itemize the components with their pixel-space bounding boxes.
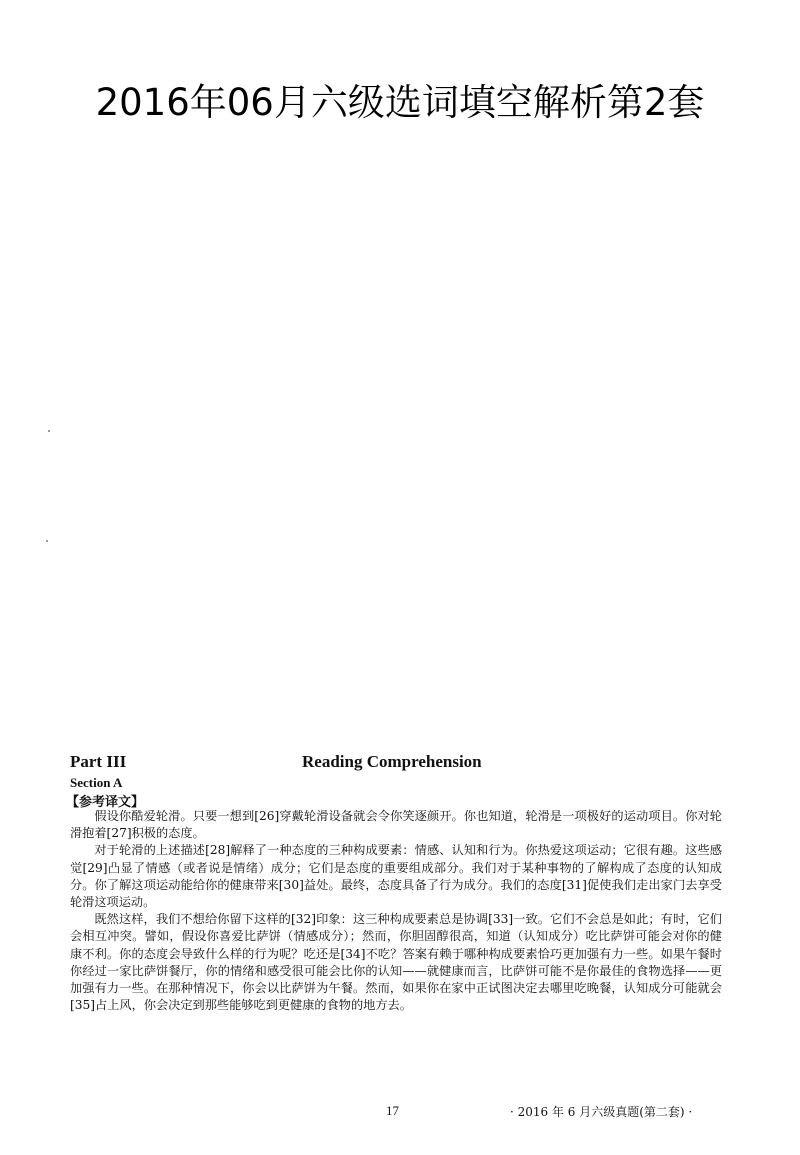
running-footer: · 2016 年 6 月六级真题(第二套) · [510, 1105, 693, 1119]
paragraph-2: 对于轮滑的上述描述[28]解释了一种态度的三种构成要素：情感、认知和行为。你热爱这项运动；它很有趣。这些感觉[29]凸显了情感（或者说是情绪）成分；它们是态度的重要组成部分。我们对于某种事物的了解构成了态度的认知成分。你了解这项运动能给你的健康带来[30]益处。最终，态度具备了行为成分。我们的态度[31]促使我们走出家门去享受轮滑这项运动。 [70, 843, 722, 910]
scan-speck [46, 540, 48, 542]
reference-translation-label: 【参考译文】 [66, 795, 145, 810]
scan-speck [48, 430, 50, 432]
part-header [70, 752, 730, 774]
paragraph-1: 假设你酷爱轮滑。只要一想到[26]穿戴轮滑设备就会令你笑逐颜开。你也知道，轮滑是一项极好的运动项目。你对轮滑抱着[27]积极的态度。 [70, 809, 722, 841]
page-number: 17 [386, 1103, 399, 1118]
section-label: Section A [70, 775, 123, 790]
translation-body [70, 808, 722, 1014]
page-footer [0, 1103, 800, 1121]
part-label: Part III [70, 752, 127, 771]
part-heading: Reading Comprehension [302, 752, 482, 771]
page-title: 2016年06月六级选词填空解析第2套 [95, 81, 705, 124]
paragraph-3: 既然这样，我们不想给你留下这样的[32]印象：这三种构成要素总是协调[33]一致。它们不会总是如此；有时，它们会相互冲突。譬如，假设你喜爱比萨饼（情感成分）；然而，你胆固醇很高，知道（认知成分）吃比萨饼可能会对你的健康不利。你的态度会导致什么样的行为呢？吃还是[34]不吃？答案有赖于哪种构成要素恰巧更加强有力一些。如果午餐时你经过一家比萨饼餐厅，你的情绪和感受很可能会比你的认知——就健康而言，比萨饼可能不是你最佳的食物选择——更加强有力一些。在那种情况下，你会以比萨饼为午餐。然而，如果你在家中正试图决定去哪里吃晚餐，认知成分可能就会[35]占上风，你会决定到那些能够吃到更健康的食物的地方去。 [70, 912, 722, 1013]
